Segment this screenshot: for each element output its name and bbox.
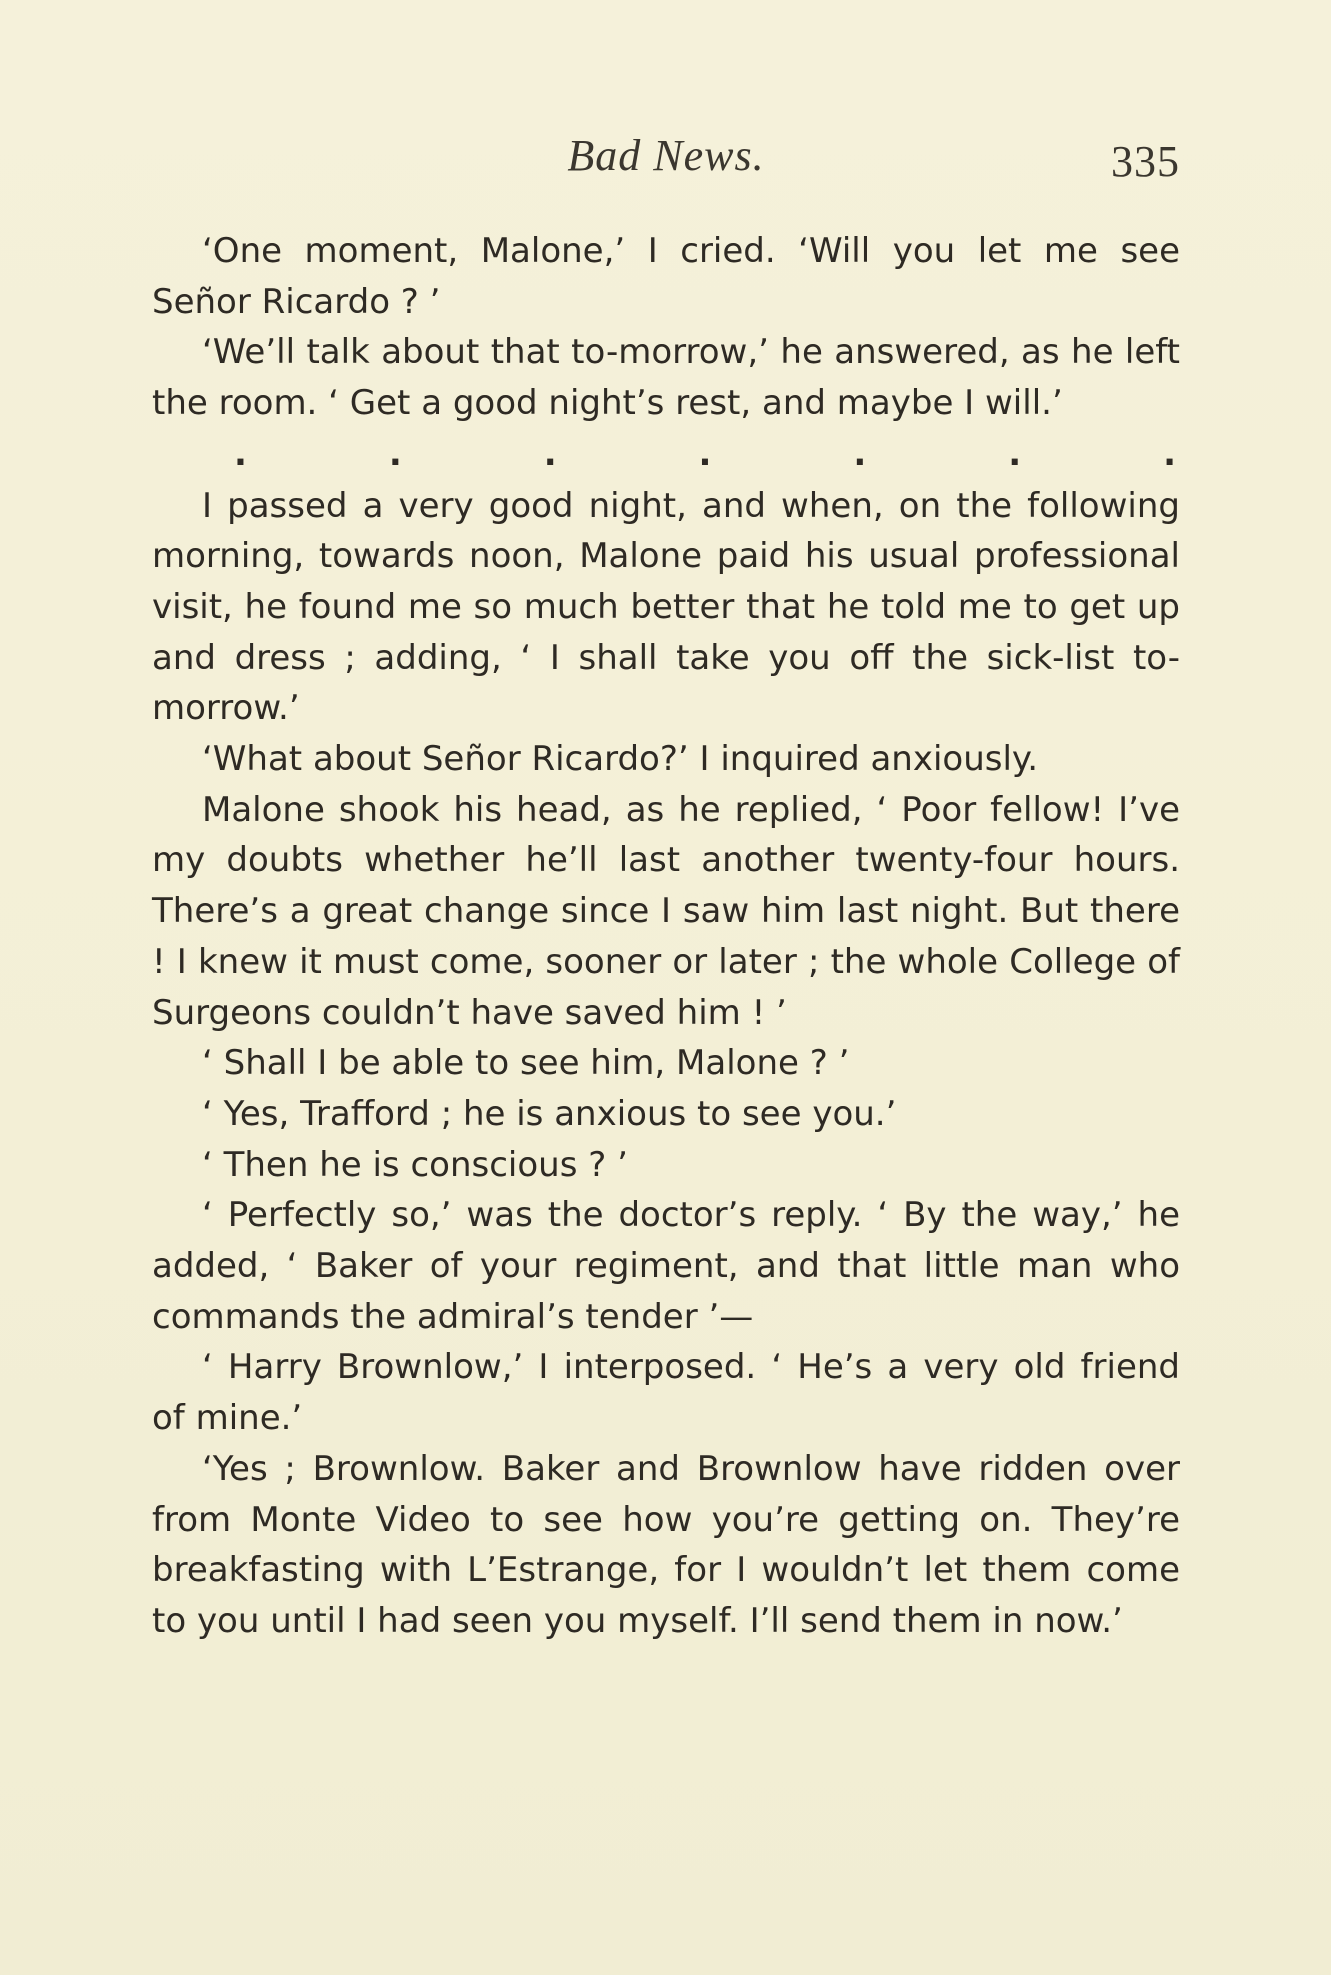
paragraph: ‘ Then he is conscious ? ’ — [202, 1144, 628, 1185]
paragraph: ‘ Shall I be able to see him, Malone ? ’ — [202, 1043, 850, 1084]
paragraph: ‘What about Señor Ricardo?’ I inquired anxiously. — [202, 739, 1039, 780]
page-header — [152, 130, 1180, 200]
section-break — [152, 429, 1180, 480]
paragraph: ‘Yes ; Brownlow. Baker and Brownlow have ridden over from Monte Video to see how you’re getting on. They’re breakfasting with L’Estrange, for I wouldn’t let them come to you until I had seen you myself. I’ll send them in now.’ — [152, 1448, 1180, 1641]
section-break-dot: . — [1008, 433, 1022, 474]
paragraph: I passed a very good night, and when, on the following morning, towards noon, Malone paid his usual professional visit, he found me so much better that he told me to get up and dress ; adding, ‘ I shall take you off the sick-list to-morrow.’ — [152, 485, 1180, 729]
section-break-dot: . — [543, 433, 557, 474]
page-number: 335 — [1111, 137, 1180, 186]
section-break-dot: . — [853, 433, 867, 474]
section-break-dot: . — [234, 433, 247, 474]
section-break-dot: . — [388, 433, 402, 474]
paragraph: ‘ Perfectly so,’ was the doctor’s reply. ‘ By the way,’ he added, ‘ Baker of your regiment, and that little man who commands the admiral’s tender ’— — [152, 1195, 1180, 1337]
paragraph: ‘One moment, Malone,’ I cried. ‘Will you let me see Señor Ricardo ? ’ — [152, 231, 1180, 322]
paragraph: Malone shook his head, as he replied, ‘ Poor fellow! I’ve my doubts whether he’ll last another twenty-four hours. There’s a great change since I saw him last night. But there ! I knew it must come, sooner or later ; the whole College of Surgeons couldn’t have saved him ! ’ — [152, 789, 1180, 1033]
running-title: Bad News. — [567, 131, 765, 180]
paragraph: ‘We’ll talk about that to-morrow,’ he answered, as he left the room. ‘ Get a good night’s rest, and maybe I will.’ — [152, 332, 1180, 424]
paragraph: ‘ Yes, Trafford ; he is anxious to see you.’ — [202, 1093, 897, 1134]
paragraph: ‘ Harry Brownlow,’ I interposed. ‘ He’s a very old friend of mine.’ — [152, 1347, 1180, 1439]
body-text — [152, 226, 1180, 1647]
section-break-dot: . — [1163, 433, 1176, 474]
section-break-dot: . — [698, 433, 712, 474]
